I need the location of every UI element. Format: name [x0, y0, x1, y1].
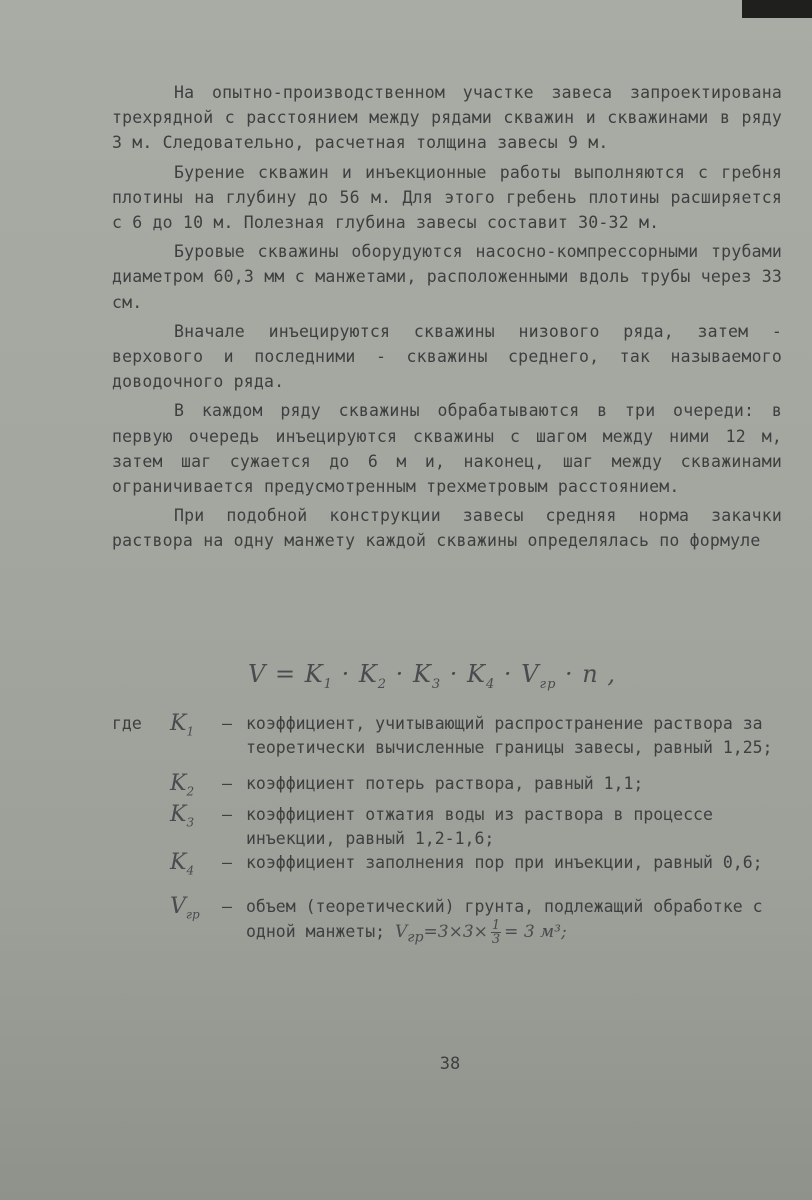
symbol-sub: гр — [185, 907, 200, 922]
definition-text-main: объем (теоретический) грунта, подлежащий обработке с одной манжеты; — [246, 896, 763, 941]
definition-text: коэффициент отжатия воды из раствора в процессе инъекции, равный 1,2-1,6; — [246, 805, 713, 849]
definition-dash: – — [222, 774, 232, 793]
page-number: 38 — [439, 1054, 461, 1074]
vgr-calculation — [395, 917, 567, 947]
definition-k3 — [112, 803, 792, 851]
vgr-calc-expr: =3×3× — [423, 921, 488, 942]
definition-symbol — [170, 803, 222, 851]
formula-k1: K — [304, 660, 324, 688]
vgr-calc-result: = 3 м³ — [504, 921, 561, 942]
formula-dot: · — [495, 660, 522, 688]
definition-dash: – — [222, 714, 232, 733]
formula-vgr: V — [521, 660, 540, 688]
formula-eq: = — [266, 660, 305, 688]
fraction — [491, 919, 501, 946]
definition-symbol — [170, 712, 222, 760]
definition-dash: – — [222, 805, 232, 825]
paragraph-3: Буровые скважины оборудуются насосно-компрессорными трубами диаметром 60,3 мм с манжетами, расположенными вдоль трубы через 33 см. — [112, 242, 782, 312]
paragraph-6: При подобной конструкции завесы средняя норма закачки раствора на одну манжету каждой скважины определялась по формуле — [112, 506, 782, 551]
formula-k2: K — [358, 660, 378, 688]
definition-text: коэффициент, учитывающий распространение раствора за теоретически вычисленные границы завесы, равный 1,25; — [246, 714, 773, 757]
definition-lead: где — [112, 714, 142, 733]
symbol-sub: 3 — [186, 815, 195, 830]
definition-k2 — [112, 772, 792, 803]
fraction-numerator: 1 — [491, 917, 501, 933]
paragraph-5: В каждом ряду скважины обрабатываются в три очереди: в первую очередь инъецируются скважины с шагом между ними 12 м, затем шаг сужается до 6 м и, наконец, шаг между скважинами ограничивается предусмотренным трехметровым расстоянием. — [112, 401, 782, 497]
formula-lhs: V — [248, 660, 267, 688]
definition-text — [246, 895, 792, 949]
definition-text: коэффициент заполнения пор при инъекции, равный 0,6; — [246, 853, 763, 873]
vgr-calc-sub: гр — [407, 929, 424, 946]
formula-vgr-sub: гр — [539, 676, 557, 692]
definition-symbol — [170, 851, 222, 882]
definitions-list — [112, 712, 792, 961]
definition-k1 — [112, 712, 792, 760]
symbol-letter: V — [170, 893, 186, 919]
formula-k3: K — [412, 660, 432, 688]
definition-dash: – — [222, 853, 232, 873]
definition-symbol — [170, 895, 222, 949]
formula-dot: · — [556, 660, 583, 688]
formula-k2-sub: 2 — [377, 676, 388, 692]
formula-k1-sub: 1 — [323, 676, 333, 692]
symbol-letter: K — [170, 711, 187, 736]
definition-text: коэффициент потерь раствора, равный 1,1; — [246, 774, 644, 793]
symbol-sub: 4 — [186, 863, 195, 878]
formula-trail: , — [598, 660, 617, 688]
page-corner-shadow — [742, 0, 812, 18]
symbol-letter: K — [170, 771, 187, 796]
formula-dot: · — [387, 660, 413, 688]
fraction-denominator: 3 — [491, 931, 501, 947]
vgr-calc-lhs: V — [395, 921, 408, 942]
symbol-sub: 1 — [186, 724, 195, 739]
formula-k4-sub: 4 — [485, 676, 496, 692]
paragraph-1: На опытно-производственном участке завеса запроектирована трехрядной с расстоянием между рядами скважин и скважинами в ряду 3 м. Следовательно, расчетная толщина завесы 9 м. — [112, 83, 782, 153]
symbol-letter: K — [170, 850, 187, 876]
symbol-letter: K — [170, 802, 187, 828]
definition-vgr — [112, 895, 792, 949]
formula-dot: · — [441, 660, 468, 688]
formula-k3-sub: 3 — [431, 676, 442, 692]
formula — [248, 660, 616, 692]
vgr-calc-end: ; — [560, 921, 567, 942]
definition-symbol — [170, 772, 222, 803]
formula-k4: K — [467, 660, 486, 688]
body-text — [112, 80, 782, 558]
definition-k4 — [112, 851, 792, 882]
symbol-sub: 2 — [186, 784, 195, 799]
formula-dot: · — [332, 660, 359, 688]
paragraph-4: Вначале инъецируются скважины низового ряда, затем - верхового и последними - скважины среднего, так называемого доводочного ряда. — [112, 321, 782, 392]
paragraph-2: Бурение скважин и инъекционные работы выполняются с гребня плотины на глубину до 56 м. Для этого гребень плотины расширяется с 6 до 10 м. Полезная глубина завесы составит 30-32 м. — [112, 162, 782, 233]
definition-dash: – — [222, 896, 232, 916]
formula-n: n — [582, 660, 599, 688]
